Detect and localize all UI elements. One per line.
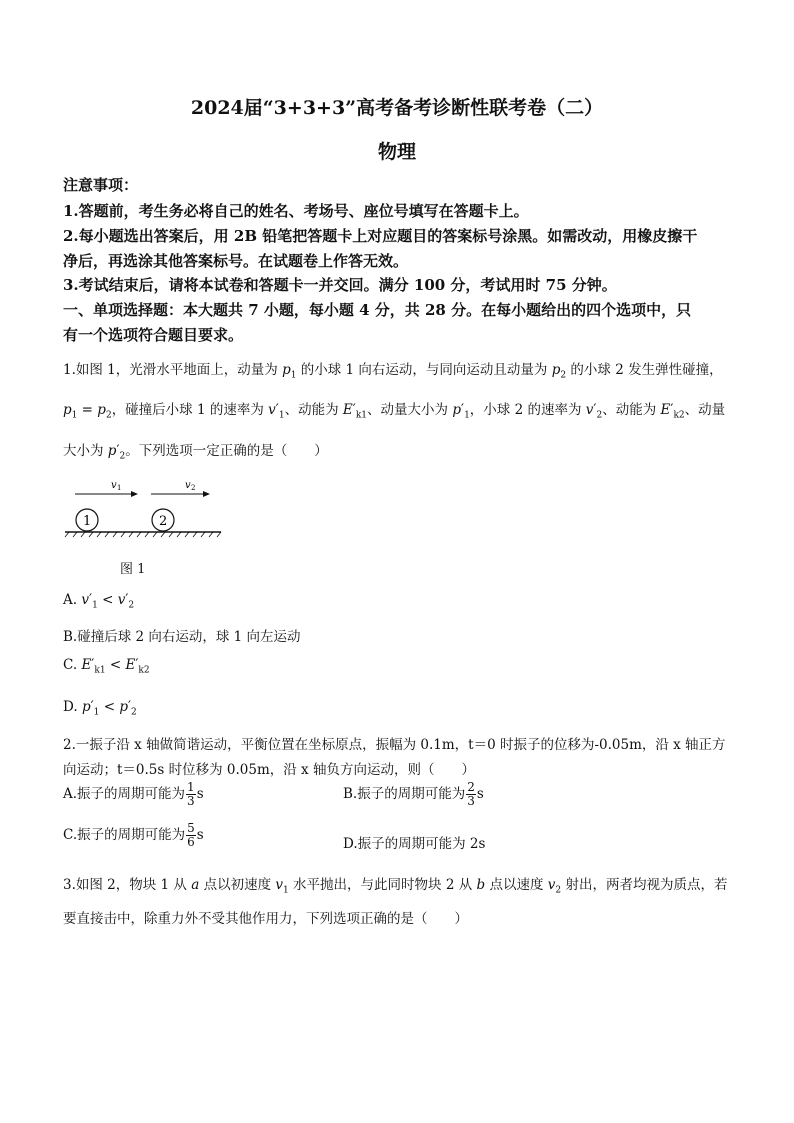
q2-line-1: 2.一振子沿 x 轴做简谐运动，平衡位置在坐标原点，振幅为 0.1m，t＝0 时振子的位移为-0.05m，沿 x 轴正方 — [63, 737, 726, 753]
section-1-heading-line-2: 有一个选项符合题目要求。 — [63, 326, 244, 344]
q3-line-1: 3.如图 2，物块 1 从 a 点以初速度 $v_1$ 水平抛出，与此同时物块 2 从 b 点以速度 $v_2$ 射出，两者均视为质点，若 — [63, 877, 728, 896]
notes-item-2-line-2: 净后，再选涂其他答案标号。在试题卷上作答无效。 — [63, 252, 409, 270]
q1-option-d[interactable]: D. $p'_1 < p'_2$ — [63, 699, 137, 718]
ball-2-label: 2 — [159, 514, 168, 529]
q2-option-c[interactable]: C.振子的周期可能为 $\frac{5}{6}$ s — [63, 821, 204, 849]
notes-item-2-line-1: 2.每小题选出答案后，用 2B 铅笔把答题卡上对应题目的答案标号涂黑。如需改动，用橡皮擦干 — [63, 227, 698, 245]
exam-title: 2024届“3+3+3”高考备考诊断性联考卷（二） — [190, 97, 604, 119]
fraction-a: $\frac{1}{3}$ — [187, 780, 195, 808]
fraction-b: $\frac{2}{3}$ — [467, 780, 475, 808]
q2-option-d[interactable]: D.振子的周期可能为 2s — [343, 836, 486, 852]
notes-item-1: 1.答题前，考生务必将自己的姓名、考场号、座位号填写在答题卡上。 — [63, 202, 529, 220]
subject-title: 物理 — [377, 141, 416, 163]
q1-option-b[interactable]: B.碰撞后球 2 向右运动，球 1 向左运动 — [63, 629, 301, 645]
fraction-c: $\frac{5}{6}$ — [187, 821, 195, 849]
q1-line-1: 1.如图 1，光滑水平地面上，动量为 $p_1$ 的小球 1 向右运动，与同向运动且动量为 $p_2$ 的小球 2 发生弹性碰撞， — [63, 362, 723, 381]
v2-label: v — [185, 480, 191, 491]
notes-item-3: 3.考试结束后，请将本试卷和答题卡一并交回。满分 100 分，考试用时 75 分钟。 — [63, 276, 617, 294]
svg-text:2: 2 — [191, 484, 196, 492]
q1-line-2: $p_1 = p_2$，碰撞后小球 1 的速率为 $v'_1$、动能为 $E'_{k1}$、动量大小为 $p'_1$，小球 2 的速率为 $v'_2$、动能为 $E'_{k2}$、动量 — [63, 402, 726, 421]
svg-text:1: 1 — [117, 484, 122, 492]
q2-option-a[interactable]: A.振子的周期可能为 $\frac{1}{3}$ s — [63, 780, 204, 808]
q1-line-3: 大小为 $p'_2$。下列选项一定正确的是（ ） — [63, 443, 328, 462]
figure-1-caption: 图 1 — [120, 562, 146, 577]
figure-1-diagram — [63, 478, 233, 540]
q2-line-2: 向运动；t＝0.5s 时位移为 0.05m，沿 x 轴负方向运动，则（ ） — [63, 762, 475, 778]
ball-1-label: 1 — [83, 514, 92, 529]
q1-option-a[interactable]: A. $v'_1 < v'_2$ — [63, 592, 135, 611]
q2-option-b[interactable]: B.振子的周期可能为 $\frac{2}{3}$ s — [343, 780, 484, 808]
section-1-heading-line-1: 一、单项选择题：本大题共 7 小题，每小题 4 分，共 28 分。在每小题给出的四个选项中，只 — [63, 301, 692, 319]
v1-label: v — [111, 480, 117, 491]
q1-option-c[interactable]: C. $E'_{k1} < E'_{k2}$ — [63, 657, 150, 676]
notes-heading: 注意事项： — [63, 176, 139, 194]
q3-line-2: 要直接击中，除重力外不受其他作用力，下列选项正确的是（ ） — [63, 911, 468, 927]
